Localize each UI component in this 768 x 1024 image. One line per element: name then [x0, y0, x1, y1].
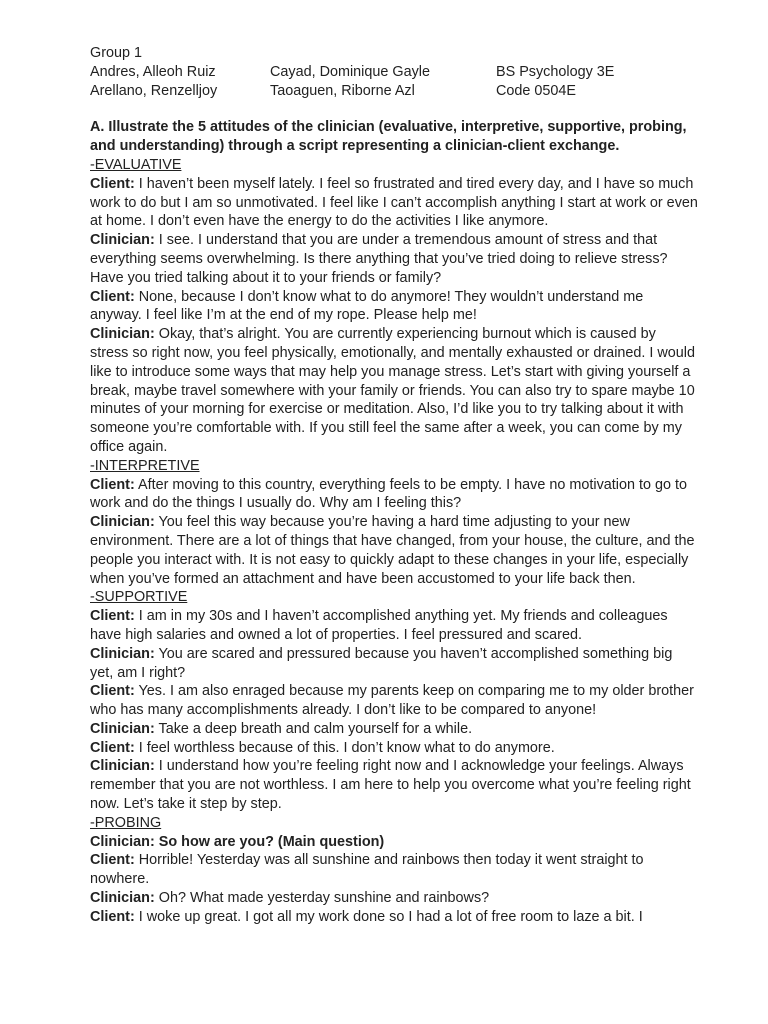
speaker-label: Client:	[90, 908, 135, 925]
class-code: Code 0504E	[496, 82, 577, 99]
speaker-label: Clinician:	[90, 326, 155, 343]
speaker-label: Clinician:	[90, 720, 155, 737]
utterance-text: Oh? What made yesterday sunshine and rainbows?	[154, 890, 490, 907]
speaker-label: Client:	[90, 739, 135, 756]
member-row	[90, 63, 698, 82]
dialogue-turn	[90, 720, 698, 739]
member-row	[90, 82, 698, 101]
speaker-label: Client:	[90, 683, 135, 700]
dialogue-turn	[90, 889, 698, 908]
speaker-label: Clinician:	[90, 645, 155, 662]
utterance-text: I am in my 30s and I haven’t accomplished anything yet. My friends and colleagues have high salaries and owned a lot of properties. I feel pressured and scared.	[90, 608, 668, 643]
dialogue-turn	[90, 908, 698, 927]
utterance-text: Okay, that’s alright. You are currently experiencing burnout which is caused by stress so right now, you feel physically, emotionally, and mentally exhausted or drained. I would like to introduce some ways that may help you manage stress. Let’s start with giving yourself a break, maybe travel somewhere with your family or friends. You can also try to spare maybe 10 minutes of your morning for exercise or meditation. Also, I’d like you to try talking about it with someone you’re comfortable with. If you still feel the same after a week, you can come by my office again.	[90, 326, 695, 455]
utterance-text: You are scared and pressured because you haven’t accomplished something big yet, am I right?	[90, 645, 673, 681]
dialogue-turn	[90, 231, 698, 287]
utterance-text: I understand how you’re feeling right now and I acknowledge your feelings. Always remember that you are not worthless. I am here to help you overcome what you’re feeling right now. Let’s take it step by step.	[90, 758, 691, 813]
dialogue-turn	[90, 513, 698, 588]
utterance-text: Yes. I am also enraged because my parents keep on comparing me to my older brother who has many accomplishments already. I don’t like to be compared to anyone!	[90, 683, 694, 719]
attitude-section	[90, 588, 698, 814]
member-name: Taoaguen, Riborne Azl	[270, 82, 415, 99]
dialogue-turn	[90, 476, 698, 514]
member-name: Arellano, Renzelljoy	[90, 82, 218, 99]
dialogue-turn	[90, 682, 698, 720]
attitude-section	[90, 457, 698, 589]
dialogue-turn	[90, 833, 698, 852]
speaker-label: Client:	[90, 476, 135, 493]
member-name: Andres, Alleoh Ruiz	[90, 63, 216, 80]
section-heading: -PROBING	[90, 814, 162, 831]
section-heading: -INTERPRETIVE	[90, 457, 200, 474]
utterance-text: I woke up great. I got all my work done so I had a lot of free room to laze a bit. I	[134, 908, 643, 925]
section-heading: -SUPPORTIVE	[90, 589, 188, 606]
course-label: BS Psychology 3E	[496, 63, 615, 80]
instruction-heading: A. Illustrate the 5 attitudes of the clinician (evaluative, interpretive, supportive, probing, and understanding) through a script representing a clinician-client exchange.	[90, 119, 687, 155]
dialogue-turn	[90, 325, 698, 457]
speaker-label: Client:	[90, 608, 135, 625]
dialogue-turn	[90, 645, 698, 683]
speaker-label: Clinician:	[90, 758, 155, 775]
speaker-label: Client:	[90, 175, 135, 192]
utterance-text: Take a deep breath and calm yourself for a while.	[154, 720, 473, 737]
speaker-label: Clinician:	[90, 833, 155, 850]
member-name: Cayad, Dominique Gayle	[270, 63, 430, 80]
attitude-section	[90, 156, 698, 457]
section-heading: -EVALUATIVE	[90, 156, 182, 173]
attitude-section	[90, 814, 698, 927]
utterance-text: I feel worthless because of this. I don’t know what to do anymore.	[134, 739, 555, 756]
utterance-text: I haven’t been myself lately. I feel so frustrated and tired every day, and I have so much work to do but I am so unmotivated. I feel like I can’t accomplish anything I start at work or even at home. I don’t even have the energy to do the activities I like anymore.	[90, 175, 698, 230]
speaker-label: Clinician:	[90, 890, 155, 907]
speaker-label: Clinician:	[90, 514, 155, 531]
dialogue-turn	[90, 851, 698, 889]
utterance-text: I see. I understand that you are under a tremendous amount of stress and that everything seems overwhelming. Is there anything that you’ve tried doing to relieve stress? Have you tried talking about it to your friends or family?	[90, 232, 668, 286]
speaker-label: Client:	[90, 288, 135, 305]
utterance-text: None, because I don’t know what to do anymore! They wouldn’t understand me anyway. I feel like I’m at the end of my rope. Please help me!	[90, 288, 644, 324]
dialogue-turn	[90, 739, 698, 758]
dialogue-turn	[90, 757, 698, 813]
dialogue-turn	[90, 175, 698, 231]
utterance-text: So how are you? (Main question)	[154, 833, 385, 850]
speaker-label: Client:	[90, 852, 135, 869]
dialogue-turn	[90, 607, 698, 645]
dialogue-turn	[90, 288, 698, 326]
utterance-text: After moving to this country, everything feels to be empty. I have no motivation to go to work and do the things I usually do. Why am I feeling this?	[90, 476, 687, 512]
utterance-text: Horrible! Yesterday was all sunshine and rainbows then today it went straight to nowhere.	[90, 852, 644, 888]
speaker-label: Clinician:	[90, 232, 155, 249]
script-sections	[90, 156, 698, 927]
utterance-text: You feel this way because you’re having a hard time adjusting to your new environment. There are a lot of things that have changed, from your house, the culture, and the people you interact with. It is not easy to quickly adapt to these changes in your life, especially when you’ve formed an attachment and have been accustomed to your life back then.	[90, 514, 695, 587]
group-label: Group 1	[90, 45, 142, 61]
